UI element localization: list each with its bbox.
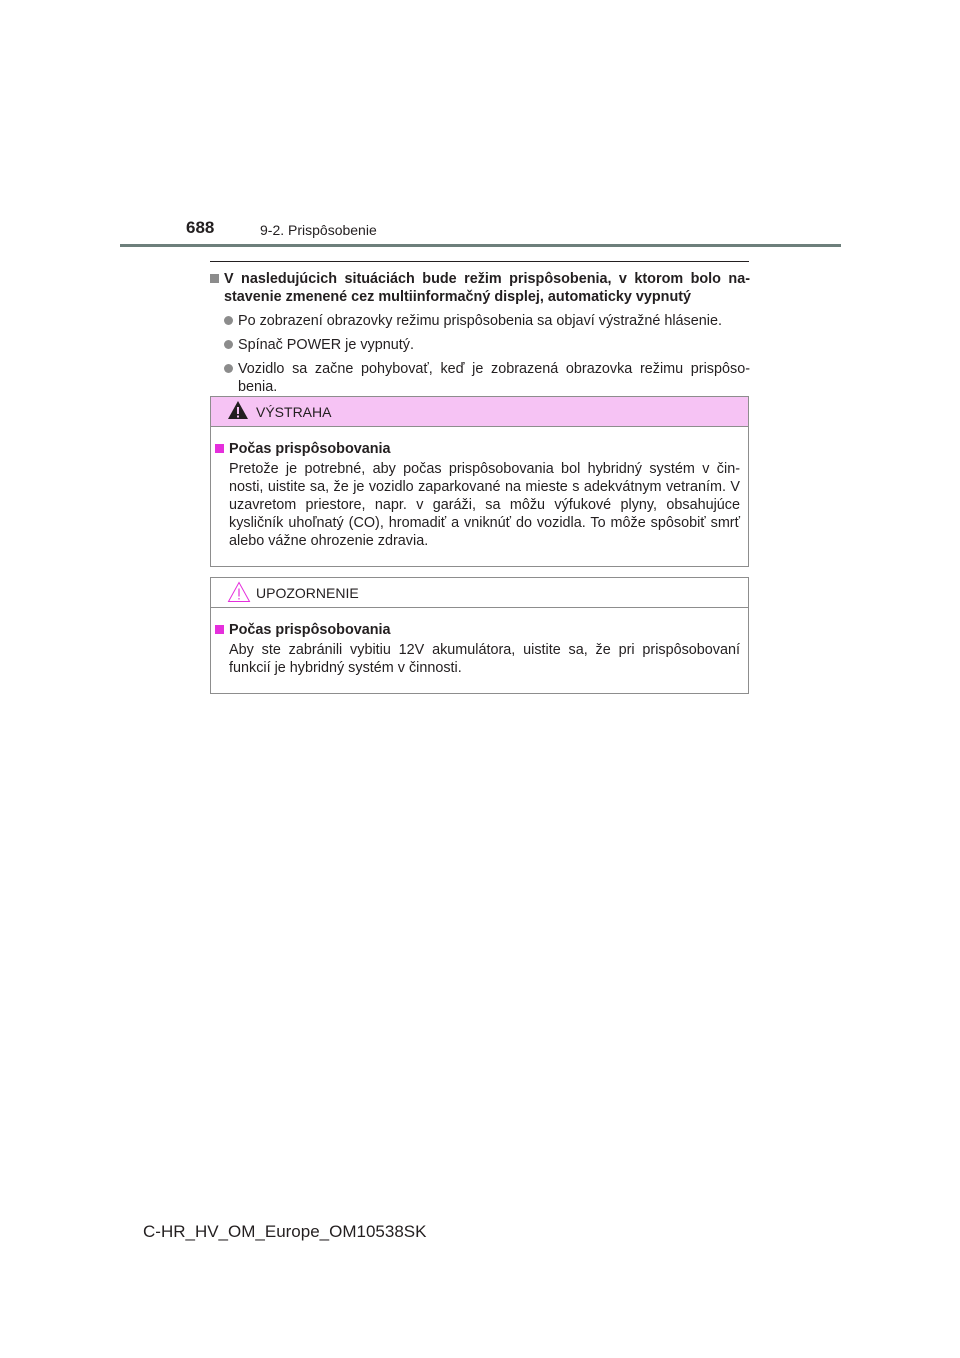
warning-heading-text: Počas prispôsobovania	[229, 441, 391, 457]
content-top-rule	[210, 261, 749, 262]
page-header	[0, 0, 960, 250]
main-content	[210, 270, 750, 396]
document-id: C-HR_HV_OM_Europe_OM10538SK	[143, 1222, 427, 1241]
round-bullet-icon	[224, 340, 233, 349]
warning-heading	[215, 440, 740, 458]
warning-box	[210, 396, 749, 567]
warning-body	[211, 427, 748, 550]
square-bullet-icon	[215, 444, 224, 453]
list-item-text: Spínač POWER je vypnutý.	[238, 337, 414, 353]
round-bullet-icon	[224, 364, 233, 373]
warning-text: Pretože je potrebné, aby počas prispôsobovania bol hybridný systém v čin-nosti, uistite sa, že je vozidlo zaparkované na mieste s adekvátnym vetraním. V uzavretom priestore, napr. v garáži, sa môžu výfukové plyny, obsahujúce kysličník uhoľnatý (CO), hromadiť a vniknúť do vozidla. To môže spôsobiť smrť alebo vážne ohrozenie zdravia.	[229, 461, 740, 549]
warning-triangle-icon	[227, 400, 249, 420]
situations-heading	[210, 270, 750, 306]
list-item	[210, 312, 750, 330]
warning-header	[211, 397, 748, 427]
list-item-text: Vozidlo sa začne pohybovať, keď je zobrazená obrazovka režimu prispôso-benia.	[238, 361, 750, 395]
caution-text: Aby ste zabránili vybitiu 12V akumulátora, uistite sa, že pri prispôsobovaní funkcií je hybridný systém v činnosti.	[229, 642, 740, 676]
list-item	[210, 360, 750, 396]
page-number: 688	[186, 218, 215, 237]
square-bullet-icon	[210, 274, 219, 283]
warning-label: VÝSTRAHA	[256, 404, 332, 420]
list-item-text: Po zobrazení obrazovky režimu prispôsobenia sa objaví výstražné hlásenie.	[238, 313, 722, 329]
caution-body	[211, 608, 748, 677]
header-rule	[120, 244, 841, 247]
list-item	[210, 336, 750, 354]
situations-heading-text: V nasledujúcich situáciách bude režim prispôsobenia, v ktorom bolo na-stavenie zmenené cez multiinformačný displej, automaticky vypnutý	[224, 271, 750, 305]
caution-box	[210, 577, 749, 694]
caution-heading	[215, 621, 740, 639]
section-title: 9-2. Prispôsobenie	[260, 222, 377, 238]
caution-header	[211, 578, 748, 608]
round-bullet-icon	[224, 316, 233, 325]
caution-triangle-icon	[227, 581, 251, 603]
caution-heading-text: Počas prispôsobovania	[229, 622, 391, 638]
square-bullet-icon	[215, 625, 224, 634]
caution-label: UPOZORNENIE	[256, 585, 359, 601]
